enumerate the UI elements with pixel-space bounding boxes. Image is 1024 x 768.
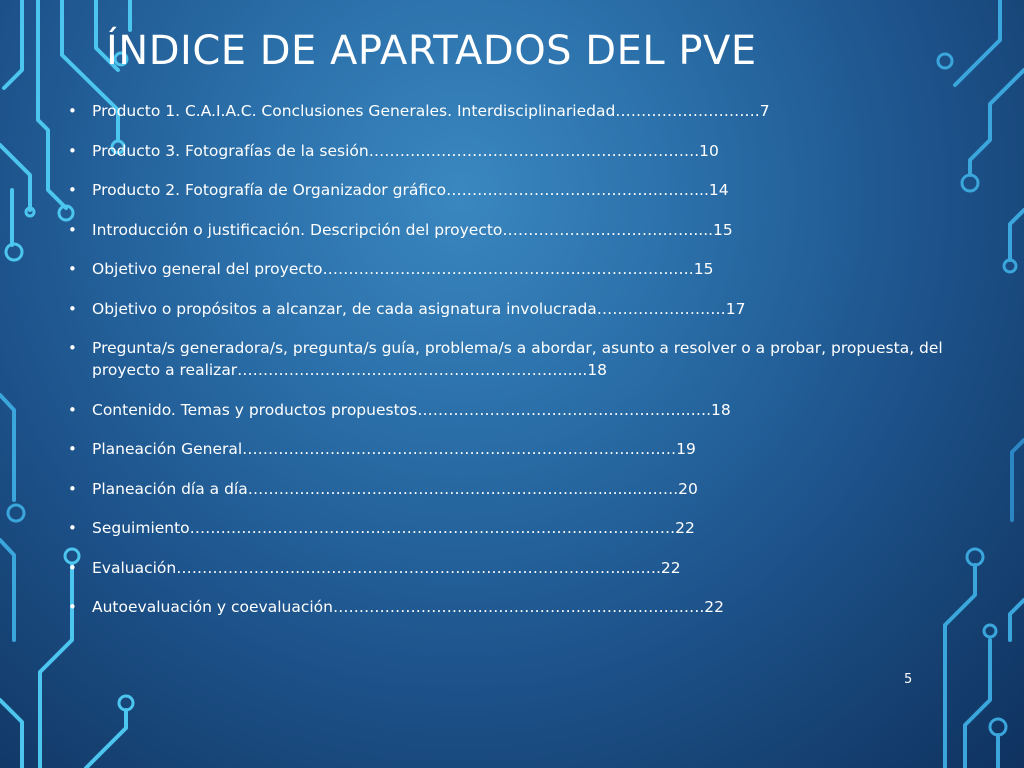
bullet-icon: • [68, 440, 77, 458]
list-item [66, 596, 946, 618]
toc-entry: Seguimiento………………………………………………………………………………….22 [92, 519, 695, 537]
toc-entry: Planeación General…………………………………………………………………………19 [92, 440, 696, 458]
list-item [66, 258, 946, 280]
list-item [66, 140, 946, 162]
slide-number: 5 [904, 672, 913, 687]
bullet-icon: • [68, 479, 77, 498]
table-of-contents [66, 100, 946, 636]
toc-entry: Objetivo general del proyecto…………………………………………………………..….15 [92, 260, 714, 278]
toc-entry: Planeación día a día………………………………………………………..............…….20 [92, 479, 698, 498]
toc-entry: Producto 1. C.A.I.A.C. Conclusiones Generales. Interdisciplinariedad……………………….7 [92, 102, 770, 120]
bullet-icon: • [68, 519, 77, 537]
toc-entry: Evaluación……………………………………………………………………………...….22 [92, 558, 681, 577]
slide-title: ÍNDICE DE APARTADOS DEL PVE [106, 28, 757, 74]
list-item [66, 179, 946, 201]
bullet-icon: • [68, 598, 77, 616]
bullet-icon: • [68, 339, 77, 357]
toc-entry: Producto 2. Fotografía de Organizador gráfico…………………………………………...14 [92, 181, 729, 199]
list-item [66, 438, 946, 460]
bullet-icon: • [68, 400, 77, 419]
list-item [66, 399, 946, 421]
bullet-icon: • [68, 260, 77, 278]
bullet-icon: • [68, 299, 77, 318]
bullet-icon: • [68, 181, 77, 199]
toc-entry: Introducción o justificación. Descripción del proyecto……………………………….....15 [92, 220, 733, 239]
list-item [66, 557, 946, 579]
toc-entry: Autoevaluación y coevaluación…………………………………………………………..….22 [92, 598, 724, 616]
list-item [66, 219, 946, 241]
bullet-icon: • [68, 102, 77, 120]
list-item [66, 337, 946, 381]
list-item [66, 298, 946, 320]
toc-entry: Contenido. Temas y productos propuestos……………………………………………..….18 [92, 400, 731, 419]
bullet-icon: • [68, 558, 77, 577]
toc-entry: Pregunta/s generadora/s, pregunta/s guía, problema/s a abordar, asunto a resolver o a probar, propuesta, del proyecto a realizar……………………………………………………….....18 [92, 339, 943, 379]
toc-entry: Producto 3. Fotografías de la sesión……………………………………………………….10 [92, 141, 719, 160]
list-item [66, 517, 946, 539]
list-item [66, 478, 946, 500]
list-item [66, 100, 946, 122]
toc-entry: Objetivo o propósitos a alcanzar, de cada asignatura involucrada………………….…17 [92, 299, 746, 318]
bullet-icon: • [68, 220, 77, 239]
bullet-icon: • [68, 141, 77, 160]
